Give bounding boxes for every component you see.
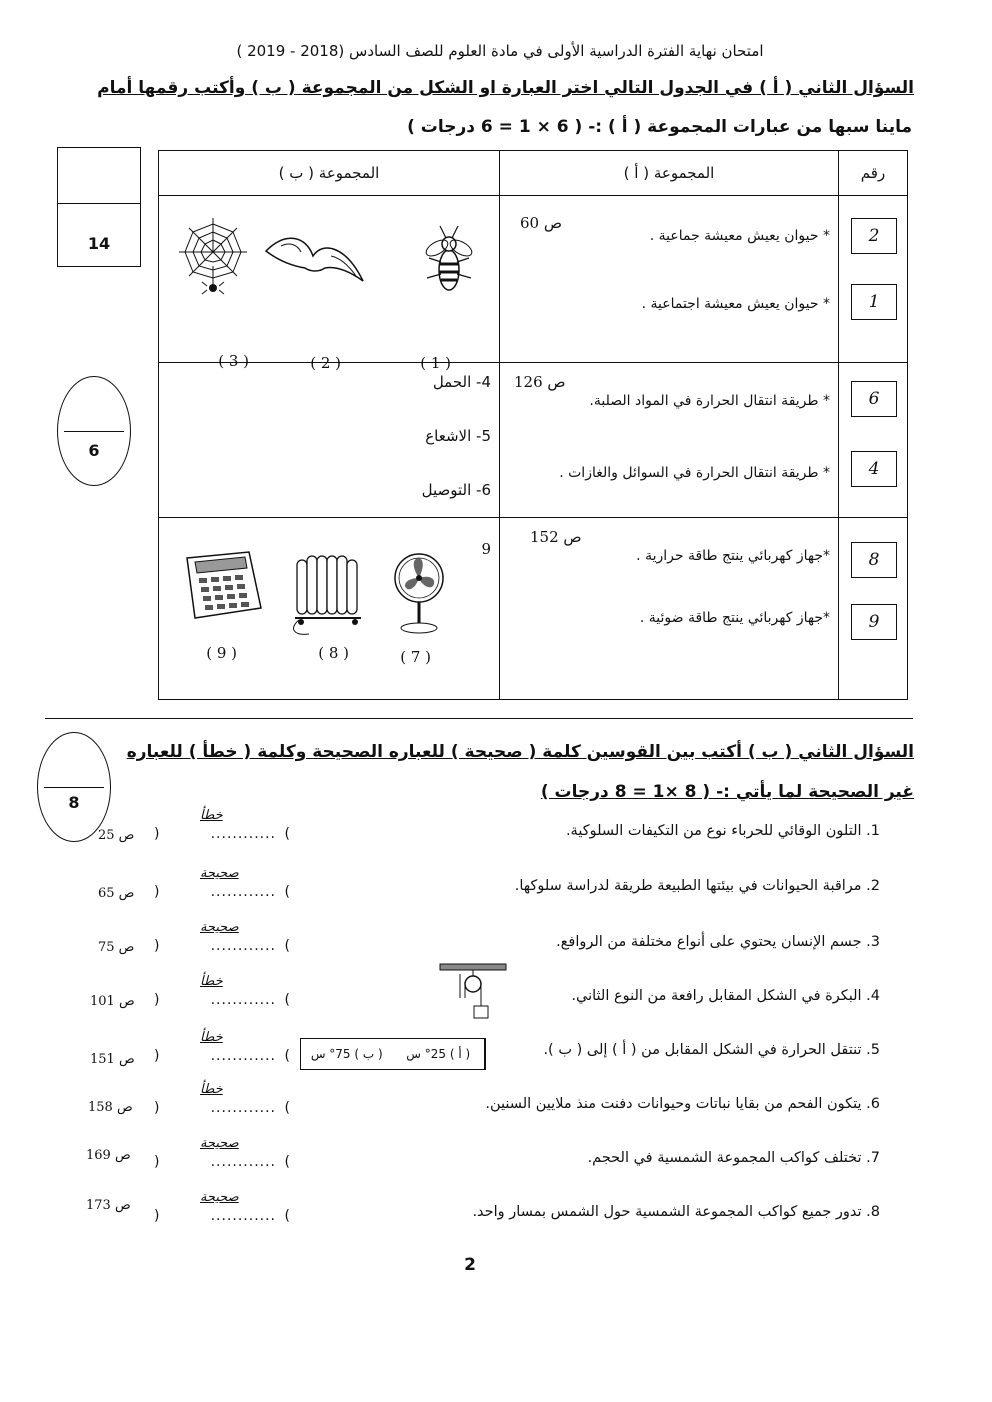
group-a-cell (500, 196, 839, 363)
group-a-cell (500, 518, 839, 700)
answer-box: 6 (851, 381, 897, 417)
table-row (159, 196, 908, 363)
page-reference: ص 151 (90, 1052, 135, 1067)
paren: ) (154, 1154, 160, 1170)
statement-item: 2. مراقبة الحيوانات في بيئتها الطبيعة طريقة لدراسة سلوكها. (514, 878, 880, 894)
spider-web-icon (177, 216, 249, 296)
statement: *جهاز كهربائي ينتج طاقة حرارية . (636, 548, 830, 564)
paren: ( (284, 1208, 290, 1224)
group-b-cell (159, 518, 500, 700)
answer-box: 9 (851, 604, 897, 640)
page-reference: ص 152 (530, 528, 582, 546)
paren: ) (154, 992, 160, 1008)
paren: ) (154, 826, 160, 842)
page-reference: ص 169 (86, 1148, 131, 1163)
paren: ( (284, 884, 290, 900)
question-2b-heading: السؤال الثاني ( ب ) أكتب بين القوسين كلمة ( صحيحة ) للعباره الصحيحة وكلمة ( خطأ ) للعباره (126, 742, 914, 762)
handwritten-answer: خطأ (200, 1030, 223, 1045)
page-reference: ص 25 (98, 828, 135, 843)
handwritten-answer: خطأ (200, 1082, 223, 1097)
heater-icon (289, 548, 369, 638)
paren: ) (154, 1100, 160, 1116)
option-radiation: 5- الاشعاع (425, 427, 491, 445)
matching-table (158, 150, 908, 700)
answer-cell (839, 518, 908, 700)
page-reference: ص 126 (514, 373, 566, 391)
statement-item: 1. التلون الوقائي للحرباء نوع من التكيفات السلوكية. (565, 823, 880, 839)
answer-dots: ............ (210, 1154, 276, 1170)
heat-transfer-box (300, 1038, 486, 1070)
handwritten-answer: خطأ (200, 808, 223, 823)
answer-cell (839, 363, 908, 518)
statement-item: 4. البكرة في الشكل المقابل رافعة من النوع الثاني. (571, 988, 880, 1004)
figure-label: ( 3 ) (218, 352, 249, 370)
calculator-icon (177, 548, 267, 628)
group-b-cell (159, 363, 500, 518)
fan-icon (389, 548, 449, 638)
paren: ( (284, 1100, 290, 1116)
group-b-cell (159, 196, 500, 372)
answer-dots: ............ (210, 826, 276, 842)
table-header-row (159, 151, 908, 196)
option-conduction: 6- التوصيل (421, 481, 491, 499)
handwritten-answer: صحيحة (200, 1136, 239, 1151)
answer-dots: ............ (210, 1100, 276, 1116)
paren: ( (284, 992, 290, 1008)
paren: ) (154, 1048, 160, 1064)
statement: * طريقة انتقال الحرارة في السوائل والغازات . (559, 465, 830, 481)
figure-label: ( 2 ) (310, 354, 341, 372)
heat-box-a: ( أ ) 25° س (393, 1039, 486, 1069)
paren: ( (284, 1048, 290, 1064)
answer-dots: ............ (210, 884, 276, 900)
handwritten-answer: صحيحة (200, 920, 239, 935)
statement-item: 6. يتكون الفحم من بقايا نباتات وحيوانات دفنت منذ ملايين السنين. (485, 1096, 880, 1112)
answer-box: 2 (851, 218, 897, 254)
handwritten-note: 9 (481, 540, 491, 558)
page-reference: ص 75 (98, 940, 135, 955)
score-oval-q2b (37, 732, 111, 842)
score-oval-q2a (57, 376, 131, 486)
paren: ( (284, 1154, 290, 1170)
answer-dots: ............ (210, 1048, 276, 1064)
score-box (57, 147, 141, 267)
section-divider (45, 718, 913, 719)
figure-label: ( 9 ) (206, 644, 237, 662)
paren: ) (154, 1208, 160, 1224)
page-number: 2 (464, 1255, 476, 1275)
figure-label: ( 8 ) (318, 644, 349, 662)
statement-item: 8. تدور جميع كواكب المجموعة الشمسية حول الشمس بمسار واحد. (472, 1204, 880, 1220)
handwritten-answer: خطأ (200, 974, 223, 989)
pulley-icon (438, 962, 508, 1026)
answer-dots: ............ (210, 938, 276, 954)
heat-box-b: ( ب ) 75° س (310, 1047, 383, 1061)
question-2a-heading: السؤال الثاني ( أ ) في الجدول التالي اختر العبارة او الشكل من المجموعة ( ب ) وأكتب رقمها أمام (97, 78, 914, 98)
exam-title: امتحان نهاية الفترة الدراسية الأولى في مادة العلوم للصف السادس (2018 - 2019 ) (236, 42, 764, 60)
handwritten-answer: صحيحة (200, 866, 239, 881)
score-total-q2a: 14 (87, 234, 111, 253)
column-header-number: رقم (839, 151, 908, 196)
page-reference: ص 65 (98, 886, 135, 901)
statement-item: 3. جسم الإنسان يحتوي على أنواع مختلفة من الروافع. (556, 934, 880, 950)
paren: ) (154, 938, 160, 954)
statement: * طريقة انتقال الحرارة في المواد الصلبة. (589, 393, 830, 409)
statement: * حيوان يعيش معيشة اجتماعية . (641, 296, 830, 312)
answer-box: 4 (851, 451, 897, 487)
bird-icon (261, 226, 371, 296)
group-a-cell (500, 363, 839, 518)
page-reference: ص 173 (86, 1198, 131, 1213)
statement-item: 5. تنتقل الحرارة في الشكل المقابل من ( أ ) إلى ( ب ). (543, 1042, 880, 1058)
score-q2b-value: 8 (68, 793, 80, 812)
answer-dots: ............ (210, 992, 276, 1008)
answer-box: 1 (851, 284, 897, 320)
page-reference: ص 158 (88, 1100, 133, 1115)
paren: ( (284, 938, 290, 954)
column-header-group-b: المجموعة ( ب ) (159, 151, 500, 196)
page-reference: ص 101 (90, 994, 135, 1009)
answer-cell (839, 196, 908, 363)
score-q2a-value: 6 (88, 441, 100, 460)
page-reference: ص 60 (520, 214, 562, 232)
figure-label: ( 7 ) (400, 648, 431, 666)
column-header-group-a: المجموعة ( أ ) (500, 151, 839, 196)
answer-box: 8 (851, 542, 897, 578)
bee-icon (419, 218, 479, 303)
figure-label: ( 1 ) (420, 354, 451, 372)
table-row (159, 518, 908, 700)
statement-item: 7. تختلف كواكب المجموعة الشمسية في الحجم. (587, 1150, 880, 1166)
statement: * حيوان يعيش معيشة جماعية . (649, 228, 830, 244)
handwritten-answer: صحيحة (200, 1190, 239, 1205)
question-2b-subheading: غير الصحيحة لما يأتي :- ( 8 ×1 = 8 درجات ) (540, 782, 914, 802)
answer-dots: ............ (210, 1208, 276, 1224)
table-row (159, 363, 908, 518)
paren: ) (154, 884, 160, 900)
paren: ( (284, 826, 290, 842)
question-2a-subheading: ماينا سبها من عبارات المجموعة ( أ ) :- ( 6 × 1 = 6 درجات ) (407, 117, 912, 137)
statement: *جهاز كهربائي ينتج طاقة ضوئية . (639, 610, 830, 626)
option-convection: 4- الحمل (432, 373, 491, 391)
